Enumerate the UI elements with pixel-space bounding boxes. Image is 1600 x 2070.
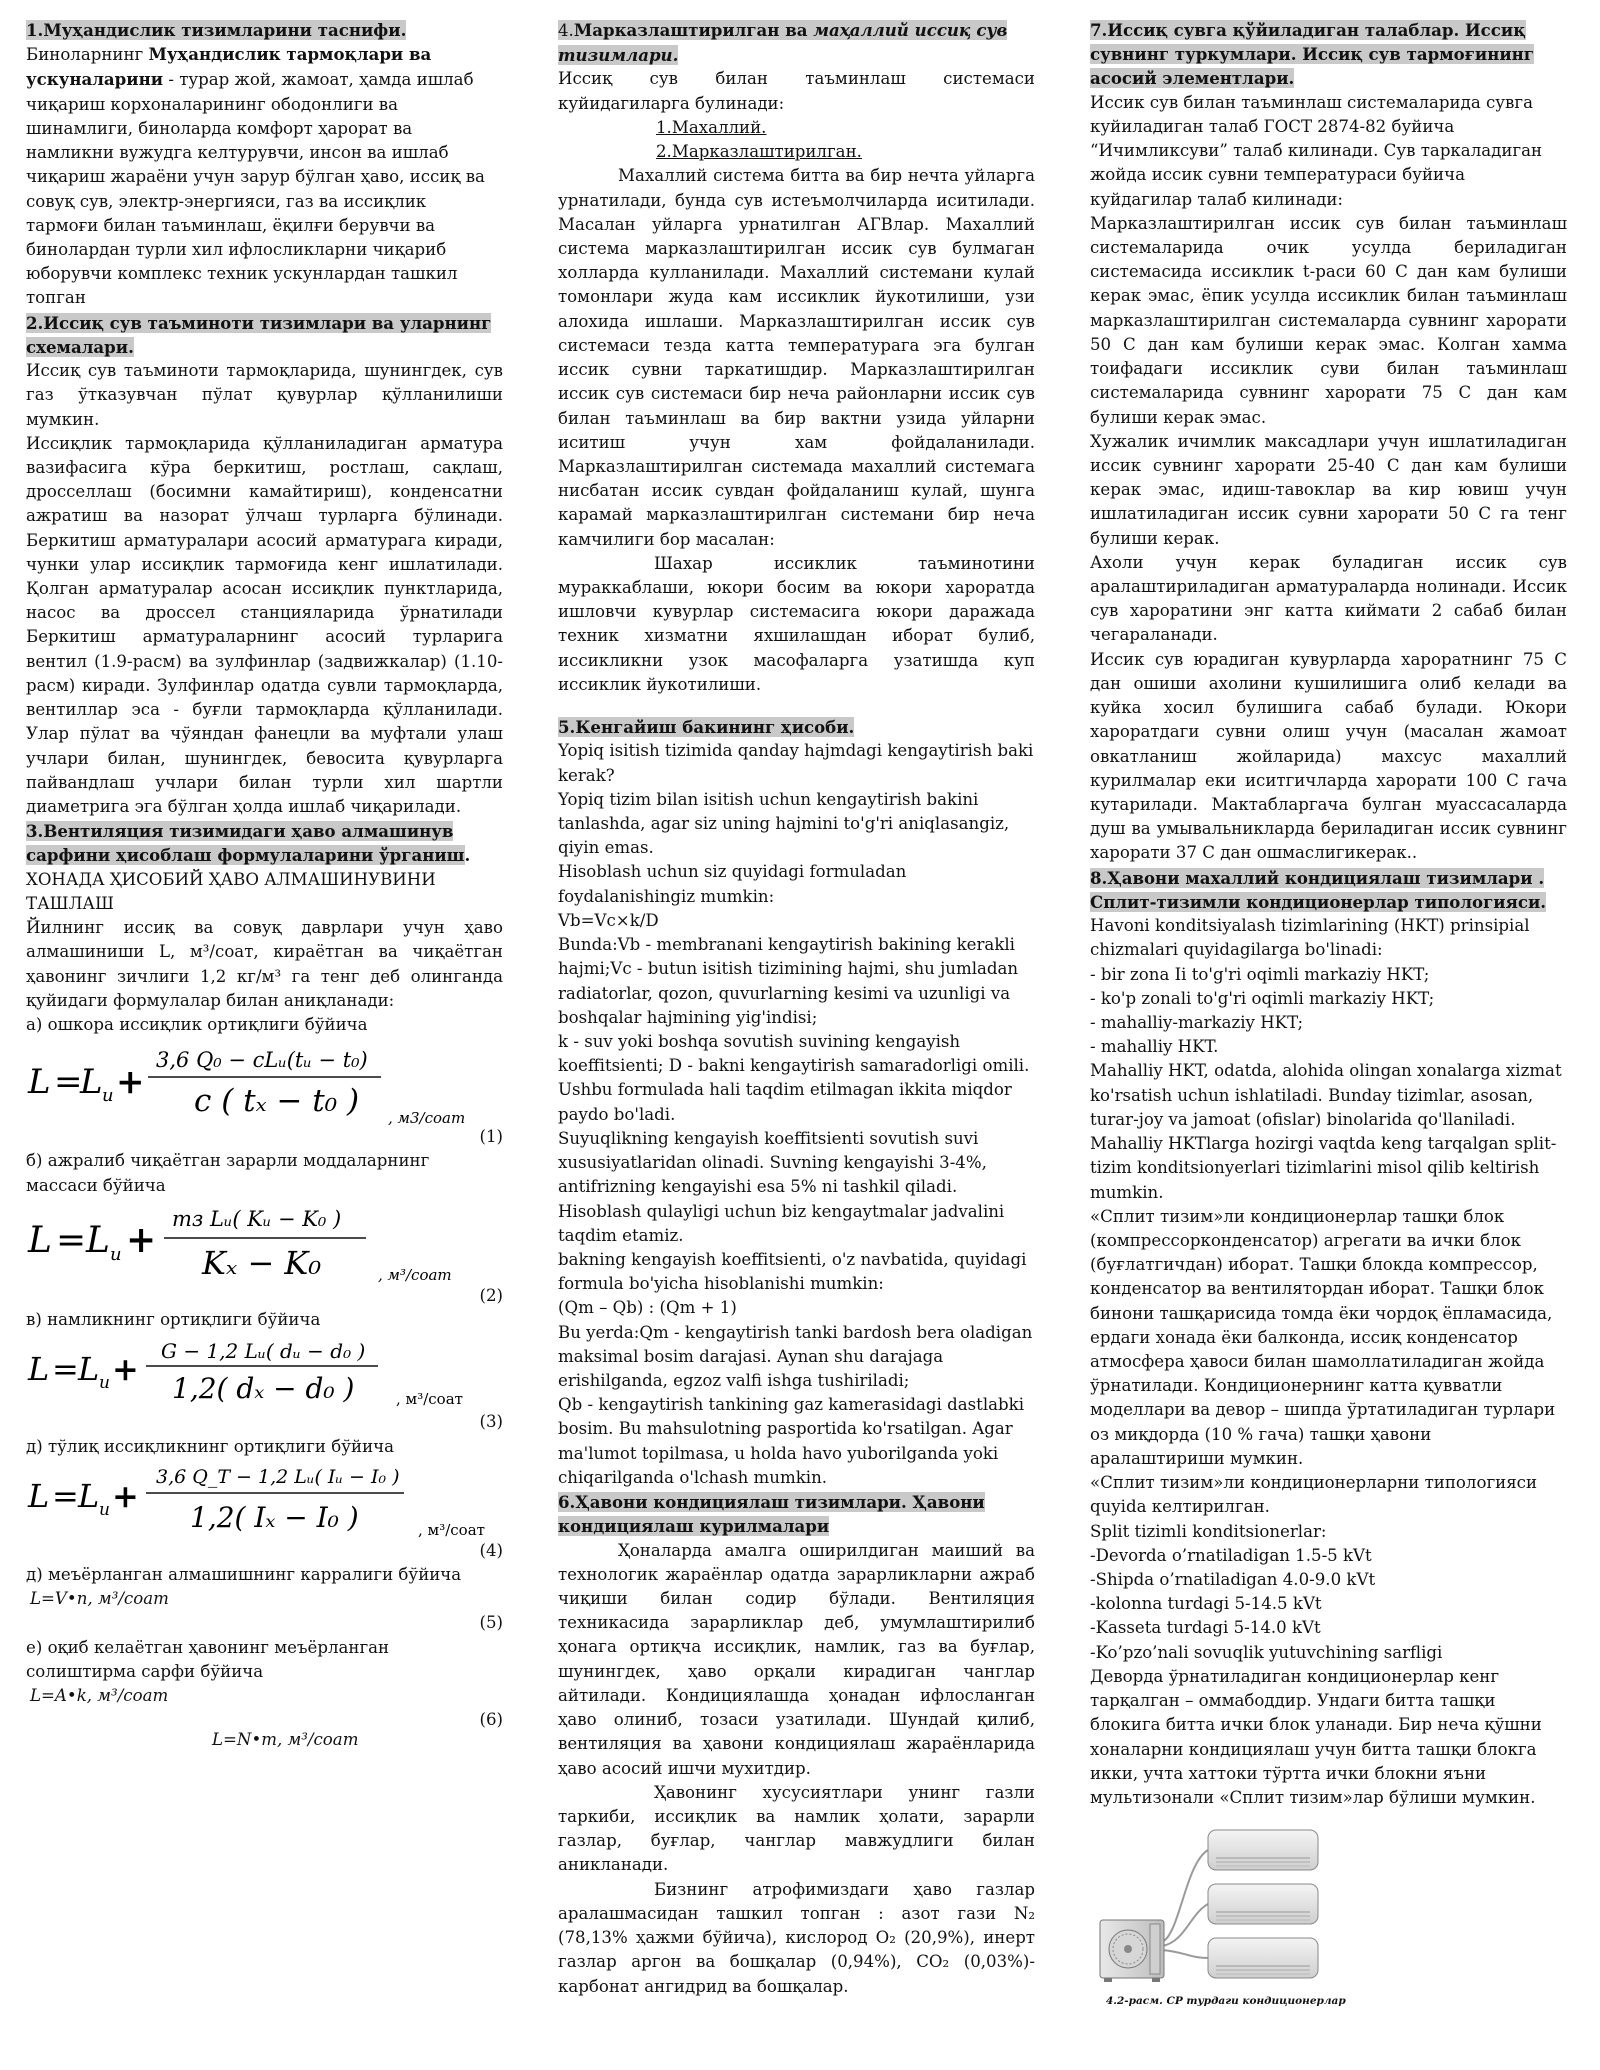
paragraph: Yopiq tizim bilan isitish uchun kengaytirish bakini tanlashda, agar siz uning hajmini to'g'ri aniqlasangiz, qiyin emas. xyxy=(558,789,1010,858)
svg-text:L: L xyxy=(80,1062,103,1103)
svg-text:, м³/соат: , м³/соат xyxy=(396,1390,463,1409)
svg-text:L: L xyxy=(28,1219,52,1261)
formula-3 xyxy=(26,1336,503,1410)
svg-text:1,2( dₓ − d₀ ): 1,2( dₓ − d₀ ) xyxy=(172,1372,355,1406)
list-item: -Ko’pzo’nali sovuqlik yutuvchining sarfligi xyxy=(1090,1642,1443,1662)
list-item: -kolonna turdagi 5-14.5 kVt xyxy=(1090,1594,1322,1614)
equation-number: (2) xyxy=(479,1285,503,1305)
paragraph: Havoni konditsiyalash tizimlarining (HKT) prinsipial chizmalari quyidagilarga bo'linadi: xyxy=(1090,916,1530,960)
svg-text:L: L xyxy=(78,1350,100,1389)
svg-text:+: + xyxy=(126,1218,157,1261)
formula-1 xyxy=(26,1041,503,1125)
svg-text:G − 1,2 Lᵤ( dᵤ − d₀ ): G − 1,2 Lᵤ( dᵤ − d₀ ) xyxy=(161,1339,366,1364)
paragraph: Иссиқ сув таъминоти тармоқларида, шунингдек, сув газ ўтказувчан пўлат қувурлар қўлланилиши мумкин. xyxy=(26,361,503,429)
split-system-figure xyxy=(1090,1824,1567,2009)
paragraph: Suyuqlikning kengayish koeffitsienti sovutish suvi xususiyatlaridan olinadi. Suvning kengayishi 3-4%, antifrizning kengayishi esa 5% ni tashkil qiladi. Hisoblash qulayligi uchun biz kengaytmalar jadvalini taqdim etamiz. xyxy=(558,1128,1005,1245)
indoor-unit xyxy=(1208,1884,1318,1924)
heading-5: 5.Кенгайиш бакининг ҳисоби. xyxy=(558,717,855,738)
paragraph: Ҳавонинг хусусиятлари унинг газли таркиби, иссиқлик ва намлик ҳолати, зарарли газлар, буғлар, чанглар мавжудлиги билан аникланади. xyxy=(558,1782,1035,1875)
formula-label: е) оқиб келаётган ҳавонинг меъёрланган солиштирма сарфи бўйича xyxy=(26,1637,390,1681)
equation-number: (1) xyxy=(479,1127,503,1147)
svg-text:3,6 Q₀ − cLᵤ(tᵤ − t₀): 3,6 Q₀ − cLᵤ(tᵤ − t₀) xyxy=(156,1048,368,1073)
paragraph: «Сплит тизим»ли кондиционерлар ташқи блок (компрессорконденсатор) агрегати ва ички блок (буғлатгичдан) иборат. Ташқи блокда компрессор, конденсатор ва вентилятордан иборат. Ташқи блок бинони ташқарисида томда ёки чордоқ ёпламасида, ердаги хонада ёки балконда, иссиқ конденсатор атмосфера ҳавоси билан шамоллатиладиган жойда ўрнатилади. Кондиционернинг катта қувватли моделлари ва девор – шипда ўртатиладиган турлари оз миқдорда (10 % гача) ташқи ҳавони аралаштириши мумкин. xyxy=(1090,1206,1556,1468)
svg-text:=: = xyxy=(52,1476,79,1515)
heading-3: 3.Вентиляция тизимидаги ҳаво алмашинув сарфини ҳисоблаш формулаларини ўрганиш xyxy=(26,821,465,866)
svg-text:u: u xyxy=(99,1373,110,1394)
svg-text:3,6 Q_T − 1,2 Lᵤ( Iᵤ − I₀ ): 3,6 Q_T − 1,2 Lᵤ( Iᵤ − I₀ ) xyxy=(156,1465,400,1488)
paragraph: Шахар иссиклик таъминотини мураккаблаши, юкори босим ва юкори хароратда ишловчи кувурлар системасига юкори даражада техник хизматни яхшилашдан иборат булиб, иссикликни узок масофаларга узатишда куп иссиклик йукотилиши. xyxy=(558,553,1035,694)
svg-text:L: L xyxy=(28,1062,51,1103)
svg-text:+: + xyxy=(116,1062,145,1103)
split-ac-illustration xyxy=(1090,1824,1330,1994)
paragraph: Qb - kengaytirish tankining gaz kamerasidagi dastlabki bosim. Bu mahsulotning pasportida ko'rsatilgan. Agar ma'lumot topilmasa, u holda havo yuborilganda yoki chiqarilganda o'lchash mumkin. xyxy=(558,1395,1025,1487)
paragraph: bakning kengayish koeffitsienti, o'z navbatida, quyidagi formula bo'yicha hisoblanishi mumkin: xyxy=(558,1249,1027,1294)
list-item: -Devorda o’rnatiladigan 1.5-5 kVt xyxy=(1090,1545,1372,1565)
list-item: 1.Махаллий. xyxy=(656,117,767,137)
formula-label: б) ажралиб чиқаётган зарарли моддаларнинг массаси бўйича xyxy=(26,1151,430,1195)
svg-text:+: + xyxy=(112,1350,139,1389)
paragraph: Ахоли учун керак буладиган иссик сув аралаштириладиган арматураларда нолинади. Иссик сув хароратини энг катта киймати 2 сабаб билан чегараланади. xyxy=(1090,552,1567,645)
svg-text:+: + xyxy=(112,1476,139,1515)
paragraph: «Сплит тизим»ли кондиционерларни типологияси quyida келтирилган. xyxy=(1090,1473,1538,1517)
svg-text:L: L xyxy=(28,1476,50,1515)
svg-text:Kₓ − K₀: Kₓ − K₀ xyxy=(202,1243,322,1282)
column-1: 1.Муҳандислик тизимларини таснифи. Биноларнинг Муҳандислик тармоқлари ва ускуналарини - турар жой, жамоат, ҳамда ишлаб чиқариш корхоналарининг ободонлиги ва шинамлиги, биноларда комфорт ҳарорат ва намликни вужудга келтурувчи, инсон ва ишлаб чиқариш жараёни учун зарур бўлган ҳаво, иссиқ ва совуқ сув, электр-энергияси, газ ва иссиқлик тармоғи билан таъминлаш, ёқилғи берувчи ва бинолардан турли хил ифлосликларни чиқариб юборувчи комплекс техник ускунлардан ташкил топган 2.Иссиқ сув таъминоти тизимлари ва уларнинг схемалари. Иссиқ сув таъминоти тармоқларида, шунингдек, сув газ ўтказувчан пўлат қувурлар қўлланилиши мумкин. Иссиқлик тармоқларида қўлланиладиган арматура вазифасига кўра беркитиш, ростлаш, сақлаш, дросселлаш (босимни камайтириш), конденсатни ажратиш ва назорат ўлчаш турларга бўлинади. Беркитиш арматуралари асосий арматурага киради, чунки улар иссиқлик тармоғида кенг ишлатилади. Қолган арматуралар асосан иссиқлик пунктларида, насос ва дроссел станцияларида ўрнатилади Беркитиш арматураларнинг асосий турларига вентил (1.9-расм) ва зулфинлар (задвижкалар) (1.10-расм) киради. Зулфинлар одатда сувли тармоқларда, вентиллар эса - буғли тармоқларда қўлланилади. Улар пўлат ва чўяндан фанецли ва муфтали улаш учлари билан, шунингдек, бевосита қувурларга пайвандлаш учлари билан турли хил шартли диаметрига эга бўлган ҳолда ишлаб чиқарилади. 3.Вентиляция тизимидаги ҳаво алмашинув сарфини ҳисоблаш формулаларини ўрганиш. ХОНАДА ҲИСОБИЙ ҲАВО АЛМАШИНУВИНИ ТАШЛАШ Йилнинг иссиқ ва совуқ даврлари учун ҳаво алмашиниши L, м³/соат, кираётган ва чиқаётган ҳавонинг зичлиги 1,2 кг/м³ га тенг деб олинганда қуйидаги формулалар билан аниқланади: а) ошкора иссиқлик ортиқлиги бўйича L = L u + 3,6 Q₀ − cLᵤ(tᵤ − t₀) c ( tₓ − t₀ ) , м3/соат (1) б) ажралиб чиқаётган зарарли моддаларнинг массаси бўйича L = L u + mз Lᵤ( Kᵤ − K₀ ) Kₓ − K₀ , м³/соат (2) в) намликнинг ортиқлиги бўйича L = L u + G − 1,2 Lᵤ( dᵤ − d₀ ) 1,2( dₓ − d₀ ) , м³/соат (3) д) тўлиқ иссиқликнинг ортиқлиги бўйича L = L u + 3,6 Q_T − 1,2 Lᵤ( Iᵤ − I₀ ) 1,2( Iₓ − I₀ ) , м³/соат (4) д) меъёрланган алмашишнинг карралиги бўйича L=V•n, м³/соат (5) е) оқиб келаётган ҳавонинг меъёрланган солиштирма сарфи бўйича L=A•k, м³/соат (6) L=N•m, м³/соат xyxy=(26,18,503,1753)
list-item: - mahalliy-markaziy HKT; xyxy=(1090,1012,1304,1032)
formula-label: в) намликнинг ортиқлиги бўйича xyxy=(26,1310,321,1330)
svg-text:c ( tₓ − t₀ ): c ( tₓ − t₀ ) xyxy=(194,1083,360,1120)
formula: Vb=Vc×k/D xyxy=(558,910,659,930)
equation-number: (3) xyxy=(479,1412,503,1432)
svg-text:L: L xyxy=(86,1219,110,1261)
heading-1: 1.Муҳандислик тизимларини таснифи. xyxy=(26,20,407,40)
svg-text:u: u xyxy=(110,1243,122,1265)
list-item: - ko'p zonali to'g'ri oqimli markaziy HKT; xyxy=(1090,988,1435,1008)
paragraph: Split tizimli konditsionerlar: xyxy=(1090,1521,1327,1541)
list-item: -Shipda o’rnatiladigan 4.0-9.0 kVt xyxy=(1090,1570,1376,1589)
paragraph: Марказлаштирилган иссик сув билан таъминлаш системаларида очик усулда бериладиган системасида иссиклик t-раси 60 С дан кам булиши керак эмас, ёпик усулда иссиклик билан таъминлаш марказлаштирилган системаларда сувнинг харорати 50 С дан кам булиши керак эмас. Колган хамма тоифадаги иссиклик суви билан таъминлаш системаларида сувнинг харорати 75 С дан кам булиши керак эмас. xyxy=(1090,213,1567,427)
formula-label: д) меъёрланган алмашишнинг карралиги бўйича xyxy=(26,1564,462,1584)
formula-4 xyxy=(26,1463,503,1539)
formula-5: L=V•n, м³/соат xyxy=(30,1589,169,1609)
indoor-unit xyxy=(1208,1830,1318,1870)
paragraph: Деворда ўрнатиладиган кондиционерлар кенг тарқалган – оммабоддир. Ундаги битта ташқи блокига битта ички блок уланади. Бир неча қўшни хоналарни кондициялаш учун битта ташқи блокга икки, учта хаттоки тўртта ички блокни яъни мультизонали «Сплит тизим»лар бўлиши мумкин. xyxy=(1090,1666,1542,1807)
svg-text:L: L xyxy=(28,1350,50,1389)
paragraph: Иссиқ сув билан таъминлаш системаси куйидагиларга булинади: xyxy=(558,69,1035,113)
svg-text:u: u xyxy=(99,1499,110,1520)
svg-text:u: u xyxy=(102,1085,114,1107)
paragraph: Mahalliy HKT, odatda, alohida olingan xonalarga xizmat ko'rsatish uchun ishlatiladi. Bunday tizimlar, asosan, turar-joy va jamoat (ofislar) binolarida qo'llaniladi. Mahalliy HKTlarga hozirgi vaqtda keng tarqalgan split-tizim konditsionyerlari tizimlarini misol qilib keltirish mumkin. xyxy=(1090,1061,1562,1202)
list-item: 2.Марказлаштирилган. xyxy=(656,142,862,162)
svg-text:L: L xyxy=(78,1476,100,1515)
svg-text:=: = xyxy=(52,1350,79,1389)
heading-7: 7.Иссиқ сувга қўйиладиган талаблар. Иссиқ сувнинг туркумлари. Иссиқ сув тармоғининг асосий элементлари. xyxy=(1090,20,1534,89)
heading-8: 8.Ҳавони махаллий кондициялаш тизимлари . Сплит-тизимли кондиционерлар типологияси. xyxy=(1090,867,1547,912)
svg-text:1,2( Iₓ − I₀ ): 1,2( Iₓ − I₀ ) xyxy=(190,1500,359,1534)
formula-label: д) тўлиқ иссиқликнинг ортиқлиги бўйича xyxy=(26,1436,394,1456)
paragraph: Yopiq isitish tizimida qanday hajmdagi kengaytirish baki kerak? xyxy=(558,741,1034,785)
paragraph: Иссик сув билан таъминлаш системаларида сувга куйиладиган талаб ГОСТ 2874-82 буйича “Ичимликсуви” талаб килинади. Сув таркаладиган жойда иссик сувни температураси буйича куйдагилар талаб килинади: xyxy=(1090,92,1543,209)
column-2 xyxy=(558,18,1035,1999)
outdoor-unit xyxy=(1100,1920,1164,1982)
paragraph: k - suv yoki boshqa sovutish suvining kengayish koeffitsienti; D - bakni kengaytirish samaradorligi omili. xyxy=(558,1031,1030,1076)
svg-text:, м3/соат: , м3/соат xyxy=(388,1109,466,1126)
formula-label: а) ошкора иссиқлик ортиқлиги бўйича xyxy=(26,1014,368,1034)
list-item: - mahalliy HKT. xyxy=(1090,1037,1219,1057)
paragraph: Bu yerda:Qm - kengaytirish tanki bardosh bera oladigan maksimal bosim darajasi. Aynan shu darajaga erishilganda, egzoz valfi ishga tushiriladi; xyxy=(558,1322,1033,1391)
heading-4: 4.Марказлаштирилган ва маҳаллий иссиқ сув тизимлари. xyxy=(558,20,1008,66)
paragraph: Иссиқлик тармоқларида қўлланиладиган арматура вазифасига кўра беркитиш, ростлаш, сақлаш, дросселлаш (босимни камайтириш), конденсатни ажратиш ва назорат ўлчаш турларга бўлинади. Беркитиш арматуралари асосий арматурага киради, чунки улар иссиқлик тармоғида кенг ишлатилади. Қолган арматуралар асосан иссиқлик пунктларида, насос ва дроссел станцияларида ўрнатилади Беркитиш арматураларнинг асосий турларига вентил (1.9-расм) ва зулфинлар (задвижкалар) (1.10-расм) киради. Зулфинлар одатда сувли тармоқларда, вентиллар эса - буғли тармоқларда қўлланилади. Улар пўлат ва чўяндан фанецли ва муфтали улаш учлари билан, шунингдек, бевосита қувурларга пайвандлаш учлари билан турли хил шартли диаметрига эга бўлган ҳолда ишлаб чиқарилади. xyxy=(26,433,503,816)
equation-number: (5) xyxy=(479,1613,503,1633)
paragraph: Йилнинг иссиқ ва совуқ даврлари учун ҳаво алмашиниши L, м³/соат, кираётган ва чиқаётган ҳавонинг зичлиги 1,2 кг/м³ га тенг деб олинганда қуйидаги формулалар билан аниқланади: xyxy=(26,918,503,1010)
figure-caption: 4.2-расм. СР турдаги кондиционерлар xyxy=(1106,1995,1346,2008)
paragraph: Bunda:Vb - membranani kengaytirish bakining kerakli hajmi;Vc - butun isitish tizimining hajmi, shu jumladan radiatorlar, qozon, quvurlarning kesimi va uzunligi va boshqalar hajmining yig'indisi; xyxy=(558,935,1019,1027)
list-item: - bir zona Ii to'g'ri oqimli markaziy HKT; xyxy=(1090,964,1430,984)
equation-number: (6) xyxy=(479,1710,503,1730)
svg-text:, м³/соат: , м³/соат xyxy=(378,1265,452,1284)
subheading: ХОНАДА ҲИСОБИЙ ҲАВО АЛМАШИНУВИНИ ТАШЛАШ xyxy=(26,869,436,913)
svg-text:=: = xyxy=(54,1062,83,1103)
list-item: -Kasseta turdagi 5-14.0 kVt xyxy=(1090,1618,1321,1638)
indoor-unit xyxy=(1208,1938,1318,1978)
paragraph: Биноларнинг Муҳандислик тармоқлари ва ускуналарини - турар жой, жамоат, ҳамда ишлаб чиқариш корхоналарининг ободонлиги ва шинамлиги, биноларда комфорт ҳарорат ва намликни вужудга келтурувчи, инсон ва ишлаб чиқариш жараёни учун зарур бўлган ҳаво, иссиқ ва совуқ сув, электр-энергияси, газ ва иссиқлик тармоғи билан таъминлаш, ёқилғи берувчи ва бинолардан турли хил ифлосликларни чиқариб юборувчи комплекс техник ускунлардан ташкил топган xyxy=(26,44,485,308)
svg-text:mз Lᵤ( Kᵤ − K₀ ): mз Lᵤ( Kᵤ − K₀ ) xyxy=(172,1206,342,1231)
formula: (Qm – Qb) : (Qm + 1) xyxy=(558,1298,737,1318)
heading-6: 6.Ҳавони кондициялаш тизимлари. Ҳавони кондициялаш курилмалари xyxy=(558,1492,985,1537)
heading-2: 2.Иссиқ сув таъминоти тизимлари ва уларнинг схемалари. xyxy=(26,312,492,357)
svg-text:, м³/соат: , м³/соат xyxy=(418,1520,485,1539)
equation-number: (4) xyxy=(479,1540,503,1560)
paragraph: Ҳоналарда амалга оширилдиган маиший ва технологик жараёнлар одатда зарарликларни ажраб чиқиши билан содир бўлади. Вентиляция техникасида зарарликлар деб, умумлаштирилиб ҳонага ортиқча иссиқлик, намлик, газ ва буғлар, шунингдек, ҳаво орқали кирадиган чанглар айтилади. Кондициялашда ҳонадан ифлосланган ҳаво олиниб, тозаси узатилади. Шундай қилиб, вентиляция ва ҳавони кондициялаш жараёнларида ҳаво асосий ишчи мухитдир. xyxy=(558,1540,1035,1778)
column-3 xyxy=(1090,18,1567,2010)
svg-text:=: = xyxy=(56,1219,87,1261)
paragraph: Бизнинг атрофимиздаги ҳаво газлар аралашмасидан ташкил топган : азот гази N₂ (78,13% ҳажми бўйича), кислород O₂ (20,9%), инерт газлар аргон ва бошқалар (0,94%), CO₂ (0,03%)-карбонат ангидрид ва бошқалар. xyxy=(558,1879,1035,1996)
paragraph: Махаллий система битта ва бир нечта уйларга урнатилади, бунда сув истеъмолчиларда иситилади. Масалан уйларга урнатилган АГВлар. Махаллий система марказлаштирилган иссик сув булмаган холларда кулланилади. Махаллий системани кулай томонлари жуда кам иссиклик йукотилиши, узи алохида ишлаши. Марказлаштирилган иссик сув системаси тезда катта температурага эга булган иссик сувни таркатишдир. Марказлаштирилган иссик сув системаси бир неча районларни иссик сув билан таъминлаш ва бир вактни узида уйларни иситиш учун хам фойдаланилади. Марказлаштирилган системада махаллий системага нисбатан иссик сувдан фойдаланиш кулай, шунга карамай марказлаштирилган системани бир неча камчилиги бор масалан: xyxy=(558,166,1035,549)
formula-6: L=A•k, м³/соат xyxy=(30,1686,169,1706)
paragraph: Иссик сув юрадиган кувурларда хароратнинг 75 С дан ошиши ахолини кушилишига олиб келади ва куйка хосил булишига сабаб булади. Юкори хароратдаги сувни олиш учун (масалан жамоат овкатланиш жойларида) махсус махаллий курилмалар еки иситгичларда харорати 100 С гача кутарилади. Мактабларгача булган муассасаларда душ ва умывальникларда бериладиган иссик сувнинг харорати 37 С дан ошмаслигикерак.. xyxy=(1090,649,1567,863)
paragraph: Хужалик ичимлик максадлари учун ишлатиладиган иссик сувнинг харорати 25-40 С дан кам булиши керак эмас, идиш-тавоклар ва кир ювиш учун ишлатиладиган иссик сувни харорати 50 С га тенг булиши керак. xyxy=(1090,431,1567,548)
formula-7: L=N•m, м³/соат xyxy=(212,1730,359,1750)
paragraph: Hisoblash uchun siz quyidagi formuladan foydalanishingiz mumkin: xyxy=(558,862,907,906)
paragraph: Ushbu formulada hali taqdim etilmagan ikkita miqdor paydo bo'ladi. xyxy=(558,1080,1012,1124)
formula-2 xyxy=(26,1202,503,1284)
